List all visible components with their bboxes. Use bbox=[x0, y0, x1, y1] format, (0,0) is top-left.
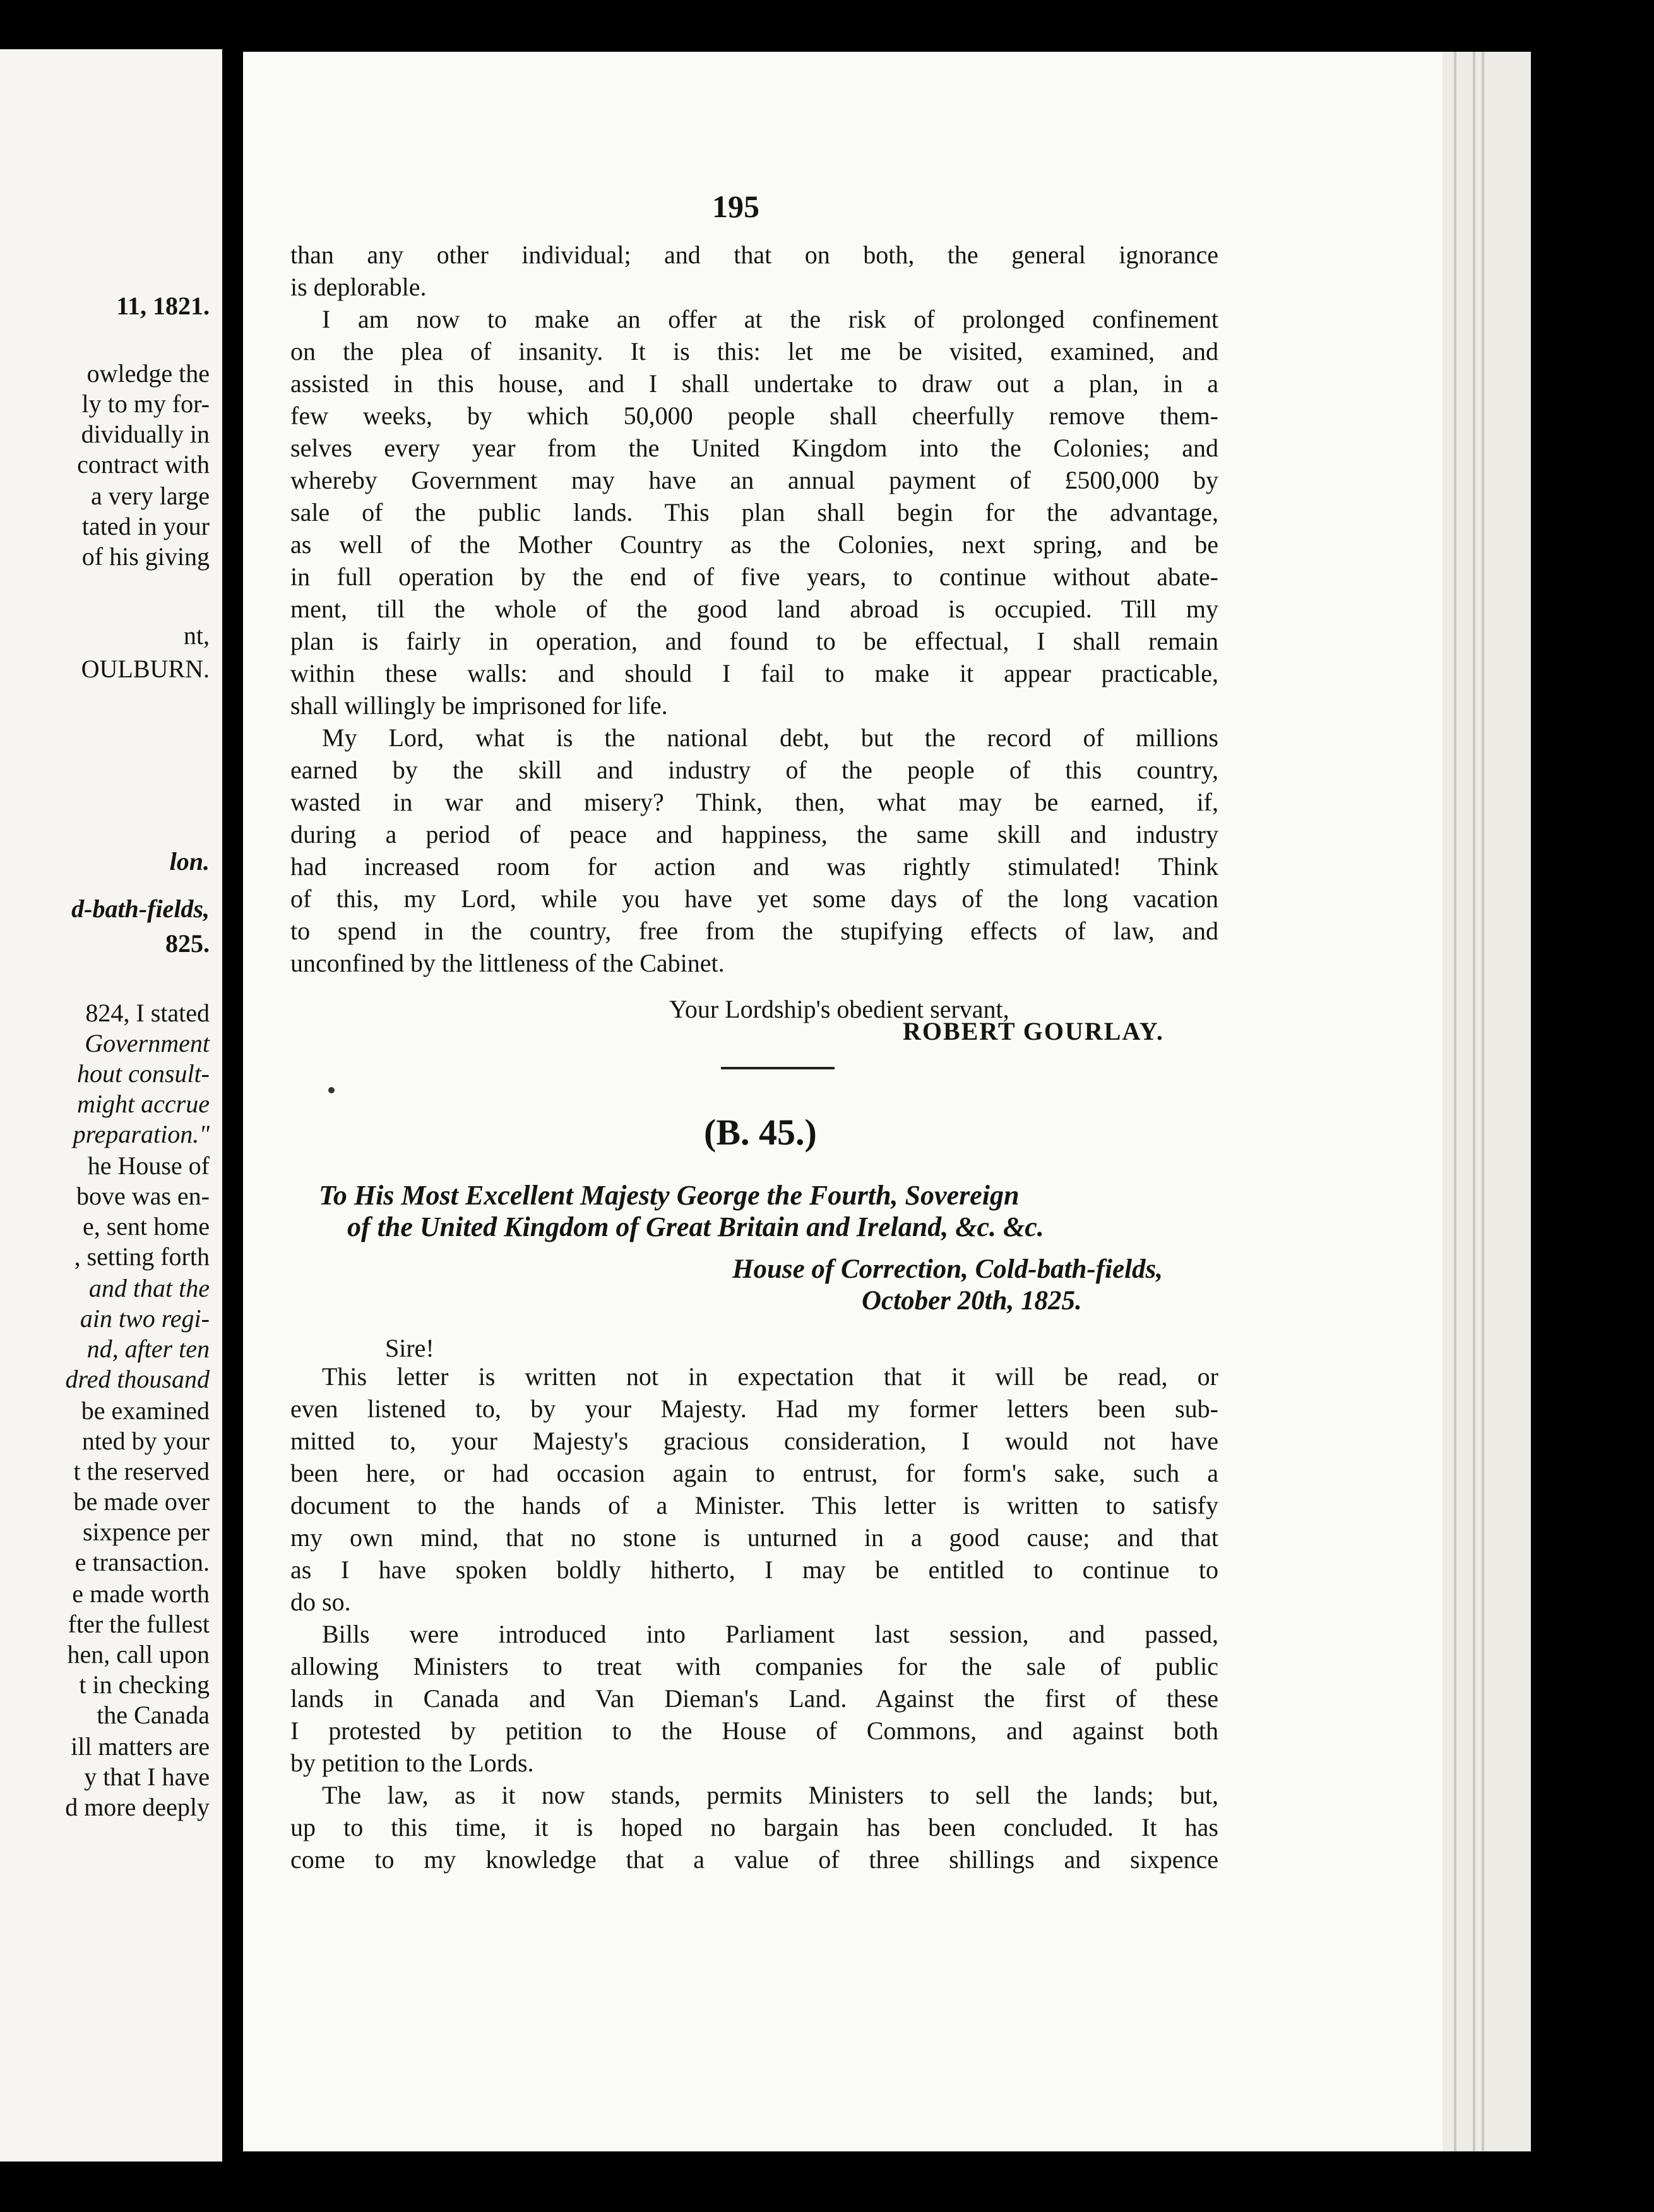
text-line: earned by the skill and industry of the people of this country, bbox=[290, 756, 1218, 784]
paragraph-offer bbox=[290, 303, 1218, 722]
text-line: as well of the Mother Country as the Colonies, next spring, and be bbox=[290, 530, 1218, 559]
left-page-line: fter the fullest bbox=[68, 1610, 210, 1638]
paragraph-bills bbox=[290, 1618, 1218, 1779]
text-line: my own mind, that no stone is unturned in a good cause; and that bbox=[290, 1523, 1218, 1552]
section-divider bbox=[721, 1067, 835, 1069]
left-page-line: owledge the bbox=[86, 359, 210, 388]
left-page-line: nted by your bbox=[81, 1427, 210, 1455]
text-line: by petition to the Lords. bbox=[290, 1749, 534, 1777]
text-line: even listened to, by your Majesty. Had my former letters been sub- bbox=[290, 1394, 1218, 1423]
text-line: during a period of peace and happiness, the same skill and industry bbox=[290, 820, 1218, 848]
left-page-line: nt, bbox=[183, 621, 210, 650]
left-page-line: t in checking bbox=[79, 1670, 210, 1699]
ink-speck bbox=[328, 1087, 335, 1093]
page-gutter bbox=[222, 0, 240, 2212]
left-page-line: y that I have bbox=[84, 1763, 210, 1791]
signature: ROBERT GOURLAY. bbox=[903, 1017, 1164, 1045]
text-line: document to the hands of a Minister. This letter is written to satisfy bbox=[290, 1491, 1218, 1519]
paragraph-continuation bbox=[290, 239, 1218, 303]
left-page-line: 825. bbox=[165, 929, 210, 958]
paragraph-letter-purpose bbox=[290, 1360, 1218, 1618]
left-page-line: and that the bbox=[88, 1274, 210, 1302]
text-line: This letter is written not in expectation that it will be read, or bbox=[322, 1362, 1218, 1391]
text-line: I am now to make an offer at the risk of prolonged confinement bbox=[322, 305, 1218, 333]
left-page-line: ill matters are bbox=[71, 1732, 210, 1761]
left-page-line: e, sent home bbox=[82, 1212, 210, 1240]
text-line: selves every year from the United Kingdom into the Colonies; and bbox=[290, 434, 1218, 462]
left-page-line: ly to my for- bbox=[81, 389, 210, 418]
left-page-line: bove was en- bbox=[76, 1182, 210, 1210]
text-line: of this, my Lord, while you have yet some days of the long vacation bbox=[290, 884, 1218, 913]
left-page-line: a very large bbox=[90, 482, 210, 510]
left-page-line: be examined bbox=[81, 1396, 210, 1425]
text-line: whereby Government may have an annual payment of £500,000 by bbox=[290, 466, 1218, 494]
text-line: on the plea of insanity. It is this: let me be visited, examined, and bbox=[290, 337, 1218, 366]
address-line-1: To His Most Excellent Majesty George the Fourth, Sovereign bbox=[319, 1180, 1020, 1211]
text-line: plan is fairly in operation, and found to be effectual, I shall remain bbox=[290, 627, 1218, 655]
text-line: had increased room for action and was rightly stimulated! Think bbox=[290, 852, 1218, 881]
left-page-line: ain two regi- bbox=[80, 1304, 210, 1333]
salutation: Sire! bbox=[385, 1334, 434, 1362]
text-line: Bills were introduced into Parliament last session, and passed, bbox=[322, 1620, 1218, 1648]
left-page-line: the Canada bbox=[97, 1701, 210, 1729]
section-heading: (B. 45.) bbox=[704, 1112, 817, 1153]
left-page-line: sixpence per bbox=[82, 1518, 210, 1546]
left-page-line: e transaction. bbox=[74, 1548, 210, 1576]
paragraph-law bbox=[290, 1779, 1218, 1876]
address-line-2: of the United Kingdom of Great Britain and Ireland, &c. &c. bbox=[347, 1211, 1044, 1242]
text-line: sale of the public lands. This plan shall begin for the advantage, bbox=[290, 498, 1218, 526]
text-line: mitted to, your Majesty's gracious consideration, I would not have bbox=[290, 1427, 1218, 1455]
text-line: than any other individual; and that on both, the general ignorance bbox=[290, 241, 1218, 269]
left-page-line: contract with bbox=[77, 450, 210, 479]
left-page-line: might accrue bbox=[77, 1090, 210, 1118]
page-number: 195 bbox=[712, 189, 759, 224]
left-page-line: hout consult- bbox=[77, 1059, 210, 1088]
text-line: in full operation by the end of five years, to continue without abate- bbox=[290, 562, 1218, 591]
date-line: October 20th, 1825. bbox=[862, 1286, 1082, 1316]
text-line: as I have spoken boldly hitherto, I may be entitled to continue to bbox=[290, 1555, 1218, 1584]
left-page-line: 824, I stated bbox=[85, 999, 210, 1027]
left-page-line: 11, 1821. bbox=[116, 292, 210, 320]
left-page-line: nd, after ten bbox=[86, 1335, 210, 1363]
text-line: wasted in war and misery? Think, then, what may be earned, if, bbox=[290, 788, 1218, 816]
text-line: assisted in this house, and I shall undertake to draw out a plan, in a bbox=[290, 369, 1218, 398]
text-line: ment, till the whole of the good land abroad is occupied. Till my bbox=[290, 595, 1218, 623]
left-page-line: e made worth bbox=[72, 1579, 210, 1608]
left-page-line: dividually in bbox=[81, 420, 210, 448]
text-line: come to my knowledge that a value of three shillings and sixpence bbox=[290, 1845, 1218, 1874]
left-page-line: he House of bbox=[87, 1151, 210, 1180]
text-line: I protested by petition to the House of Commons, and against both bbox=[290, 1716, 1218, 1745]
text-line: few weeks, by which 50,000 people shall cheerfully remove them- bbox=[290, 401, 1218, 430]
left-page-line: tated in your bbox=[81, 512, 210, 540]
text-line: been here, or had occasion again to entrust, for form's sake, such a bbox=[290, 1459, 1218, 1487]
left-page-line: preparation." bbox=[73, 1120, 210, 1148]
text-line: The law, as it now stands, permits Ministers to sell the lands; but, bbox=[322, 1781, 1218, 1809]
left-page-line: , setting forth bbox=[74, 1242, 210, 1271]
text-line: up to this time, it is hoped no bargain has been concluded. It has bbox=[290, 1813, 1218, 1841]
text-line: unconfined by the littleness of the Cabinet. bbox=[290, 949, 725, 977]
left-page-line: OULBURN. bbox=[81, 655, 210, 683]
text-line: within these walls: and should I fail to make it appear practicable, bbox=[290, 659, 1218, 687]
text-line: is deplorable. bbox=[290, 273, 427, 301]
place-line: House of Correction, Cold-bath-fields, bbox=[732, 1254, 1163, 1284]
text-line: My Lord, what is the national debt, but the record of millions bbox=[322, 723, 1218, 752]
paragraph-national-debt bbox=[290, 722, 1218, 979]
left-page-line: Government bbox=[85, 1029, 210, 1057]
text-line: do so. bbox=[290, 1588, 351, 1616]
page-edge-stack bbox=[1443, 52, 1531, 2151]
text-line: allowing Ministers to treat with companies for the sale of public bbox=[290, 1652, 1218, 1680]
left-page-line: dred thousand bbox=[65, 1365, 210, 1393]
scan-border bbox=[243, 2151, 1531, 2212]
left-page-line: of his giving bbox=[81, 542, 210, 571]
text-line: to spend in the country, free from the stupifying effects of law, and bbox=[290, 917, 1218, 945]
text-line: shall willingly be imprisoned for life. bbox=[290, 691, 668, 720]
left-page-fragment bbox=[0, 49, 222, 2161]
closing-line: Your Lordship's obedient servant, bbox=[669, 995, 1009, 1023]
left-page-line: d more deeply bbox=[65, 1793, 210, 1821]
left-page-line: lon. bbox=[169, 847, 210, 876]
text-line: lands in Canada and Van Dieman's Land. Against the first of these bbox=[290, 1684, 1218, 1713]
left-page-line: t the reserved bbox=[73, 1457, 210, 1485]
left-page-line: hen, call upon bbox=[67, 1640, 210, 1668]
left-page-line: d-bath-fields, bbox=[71, 895, 210, 923]
left-page-line: be made over bbox=[73, 1487, 210, 1516]
